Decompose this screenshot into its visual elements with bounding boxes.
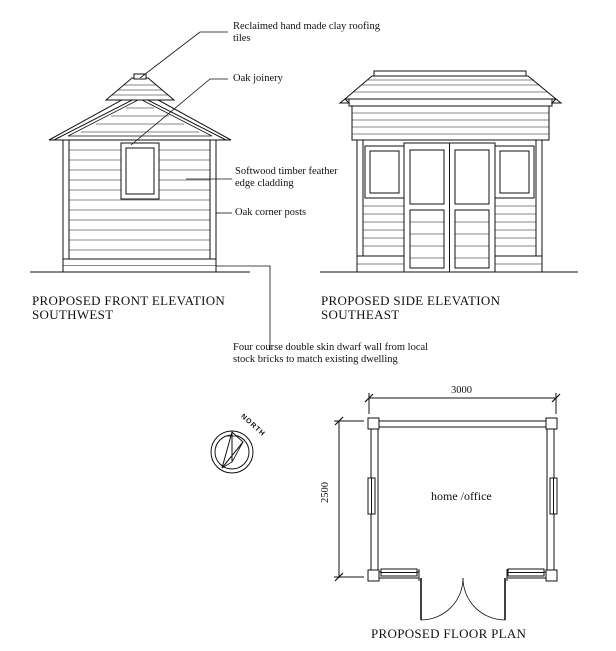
side-elevation-subtitle: SOUTHEAST (321, 307, 400, 322)
oak-joinery-label: Oak joinery (233, 73, 283, 84)
cladding-label-cont: edge cladding (235, 178, 294, 189)
depth-dimension-label: 2500 (320, 482, 331, 503)
floor-plan-title: PROPOSED FLOOR PLAN (371, 626, 527, 641)
dwarf-wall-label: Four course double skin dwarf wall from local (233, 342, 429, 353)
corner-posts-label: Oak corner posts (235, 207, 307, 218)
dwarf-wall-label-cont: stock bricks to match existing dwelling (233, 354, 398, 365)
front-elevation (30, 74, 250, 272)
front-elevation-title: PROPOSED FRONT ELEVATION (32, 293, 226, 308)
roof-tiles-label: Reclaimed hand made clay roofing (233, 21, 380, 32)
roof-tiles-label-cont: tiles (233, 33, 251, 44)
cladding-label: Softwood timber feather (235, 166, 338, 177)
room-label: home /office (431, 489, 492, 503)
north-arrow-symbol (211, 431, 253, 473)
floor-plan (334, 393, 560, 620)
side-elevation-title: PROPOSED SIDE ELEVATION (321, 293, 501, 308)
width-dimension-label: 3000 (451, 385, 472, 396)
north-label: NORTH (239, 413, 267, 439)
front-elevation-subtitle: SOUTHWEST (32, 307, 114, 322)
side-elevation (320, 71, 578, 272)
